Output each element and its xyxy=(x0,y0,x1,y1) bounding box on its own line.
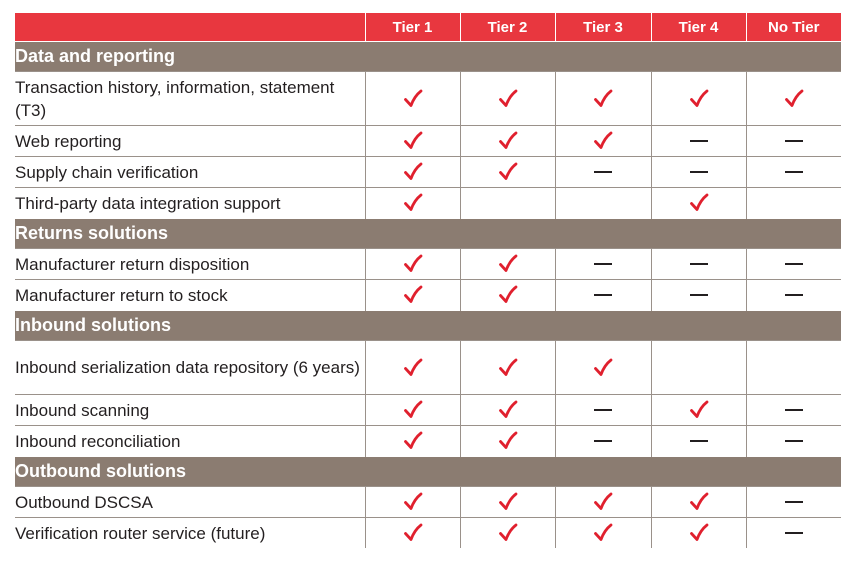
cell-tier-4 xyxy=(651,395,746,426)
cell-tier-2 xyxy=(460,249,555,280)
feature-label: Transaction history, information, statement (T3) xyxy=(15,72,365,126)
cell-tier-4 xyxy=(651,487,746,518)
check-icon xyxy=(403,492,423,512)
section-header-row xyxy=(15,311,841,341)
dash-icon xyxy=(785,440,803,442)
check-icon xyxy=(403,358,423,378)
cell-tier-3 xyxy=(555,341,651,395)
section-title: Outbound solutions xyxy=(15,457,841,487)
cell-tier-2 xyxy=(460,487,555,518)
check-icon xyxy=(689,89,709,109)
cell-tier-4 xyxy=(651,126,746,157)
cell-tier-3 xyxy=(555,395,651,426)
dash-icon xyxy=(785,171,803,173)
table-row xyxy=(15,487,841,518)
cell-no-tier xyxy=(746,126,841,157)
cell-tier-1 xyxy=(365,518,460,549)
dash-icon xyxy=(594,171,612,173)
check-icon xyxy=(498,492,518,512)
dash-icon xyxy=(594,294,612,296)
cell-tier-3 xyxy=(555,426,651,457)
table-row xyxy=(15,72,841,126)
cell-tier-2 xyxy=(460,126,555,157)
feature-label: Third-party data integration support xyxy=(15,188,365,219)
section-title: Returns solutions xyxy=(15,219,841,249)
feature-label: Inbound scanning xyxy=(15,395,365,426)
cell-no-tier xyxy=(746,487,841,518)
feature-label: Inbound serialization data repository (6 years) xyxy=(15,341,365,395)
dash-icon xyxy=(785,501,803,503)
cell-tier-2 xyxy=(460,188,555,219)
cell-tier-1 xyxy=(365,341,460,395)
cell-tier-1 xyxy=(365,280,460,311)
table-row xyxy=(15,126,841,157)
cell-tier-3 xyxy=(555,72,651,126)
header-feature-column xyxy=(15,13,365,42)
check-icon xyxy=(593,131,613,151)
dash-icon xyxy=(594,263,612,265)
check-icon xyxy=(689,400,709,420)
check-icon xyxy=(498,358,518,378)
check-icon xyxy=(689,492,709,512)
dash-icon xyxy=(785,532,803,534)
table-row xyxy=(15,518,841,549)
dash-icon xyxy=(785,140,803,142)
section-header-row xyxy=(15,457,841,487)
check-icon xyxy=(498,400,518,420)
check-icon xyxy=(593,358,613,378)
header-row xyxy=(15,13,841,42)
section-title: Inbound solutions xyxy=(15,311,841,341)
cell-tier-3 xyxy=(555,280,651,311)
check-icon xyxy=(403,523,423,543)
header-no-tier: No Tier xyxy=(746,13,841,42)
header-tier-2: Tier 2 xyxy=(460,13,555,42)
check-icon xyxy=(403,254,423,274)
table-row xyxy=(15,426,841,457)
cell-tier-1 xyxy=(365,126,460,157)
check-icon xyxy=(593,523,613,543)
feature-label: Outbound DSCSA xyxy=(15,487,365,518)
check-icon xyxy=(498,523,518,543)
dash-icon xyxy=(785,409,803,411)
check-icon xyxy=(784,89,804,109)
cell-tier-3 xyxy=(555,249,651,280)
feature-label: Supply chain verification xyxy=(15,157,365,188)
section-header-row xyxy=(15,219,841,249)
table-row xyxy=(15,188,841,219)
cell-tier-4 xyxy=(651,157,746,188)
cell-tier-4 xyxy=(651,72,746,126)
dash-icon xyxy=(690,440,708,442)
table-row xyxy=(15,395,841,426)
check-icon xyxy=(498,285,518,305)
cell-tier-2 xyxy=(460,395,555,426)
header-tier-1: Tier 1 xyxy=(365,13,460,42)
cell-no-tier xyxy=(746,249,841,280)
check-icon xyxy=(593,492,613,512)
dash-icon xyxy=(785,263,803,265)
cell-no-tier xyxy=(746,395,841,426)
cell-tier-4 xyxy=(651,249,746,280)
cell-no-tier xyxy=(746,426,841,457)
cell-tier-1 xyxy=(365,395,460,426)
cell-tier-4 xyxy=(651,280,746,311)
cell-tier-2 xyxy=(460,341,555,395)
cell-tier-2 xyxy=(460,426,555,457)
cell-tier-1 xyxy=(365,157,460,188)
check-icon xyxy=(498,131,518,151)
table-row xyxy=(15,157,841,188)
check-icon xyxy=(593,89,613,109)
table-row xyxy=(15,249,841,280)
cell-no-tier xyxy=(746,280,841,311)
feature-label: Verification router service (future) xyxy=(15,518,365,549)
check-icon xyxy=(689,193,709,213)
cell-tier-4 xyxy=(651,518,746,549)
dash-icon xyxy=(690,263,708,265)
check-icon xyxy=(403,131,423,151)
cell-no-tier xyxy=(746,157,841,188)
feature-label: Inbound reconciliation xyxy=(15,426,365,457)
dash-icon xyxy=(594,440,612,442)
cell-no-tier xyxy=(746,72,841,126)
check-icon xyxy=(498,162,518,182)
feature-label: Manufacturer return disposition xyxy=(15,249,365,280)
check-icon xyxy=(498,431,518,451)
section-header-row xyxy=(15,42,841,72)
cell-tier-4 xyxy=(651,426,746,457)
cell-tier-3 xyxy=(555,126,651,157)
table-body xyxy=(15,42,841,549)
table-row xyxy=(15,280,841,311)
check-icon xyxy=(498,254,518,274)
cell-tier-3 xyxy=(555,157,651,188)
dash-icon xyxy=(690,294,708,296)
table-row xyxy=(15,341,841,395)
cell-no-tier xyxy=(746,188,841,219)
header-tier-4: Tier 4 xyxy=(651,13,746,42)
dash-icon xyxy=(690,140,708,142)
check-icon xyxy=(498,89,518,109)
cell-tier-1 xyxy=(365,426,460,457)
section-title: Data and reporting xyxy=(15,42,841,72)
cell-no-tier xyxy=(746,341,841,395)
check-icon xyxy=(689,523,709,543)
cell-tier-1 xyxy=(365,249,460,280)
cell-no-tier xyxy=(746,518,841,549)
check-icon xyxy=(403,162,423,182)
cell-tier-2 xyxy=(460,157,555,188)
check-icon xyxy=(403,431,423,451)
cell-tier-2 xyxy=(460,518,555,549)
check-icon xyxy=(403,89,423,109)
check-icon xyxy=(403,400,423,420)
cell-tier-1 xyxy=(365,72,460,126)
cell-tier-3 xyxy=(555,487,651,518)
cell-tier-3 xyxy=(555,188,651,219)
check-icon xyxy=(403,193,423,213)
cell-tier-4 xyxy=(651,188,746,219)
header-tier-3: Tier 3 xyxy=(555,13,651,42)
feature-comparison-table xyxy=(15,13,841,548)
cell-tier-1 xyxy=(365,487,460,518)
dash-icon xyxy=(594,409,612,411)
cell-tier-2 xyxy=(460,280,555,311)
check-icon xyxy=(403,285,423,305)
dash-icon xyxy=(690,171,708,173)
cell-tier-2 xyxy=(460,72,555,126)
cell-tier-4 xyxy=(651,341,746,395)
cell-tier-3 xyxy=(555,518,651,549)
cell-tier-1 xyxy=(365,188,460,219)
feature-label: Manufacturer return to stock xyxy=(15,280,365,311)
feature-label: Web reporting xyxy=(15,126,365,157)
dash-icon xyxy=(785,294,803,296)
